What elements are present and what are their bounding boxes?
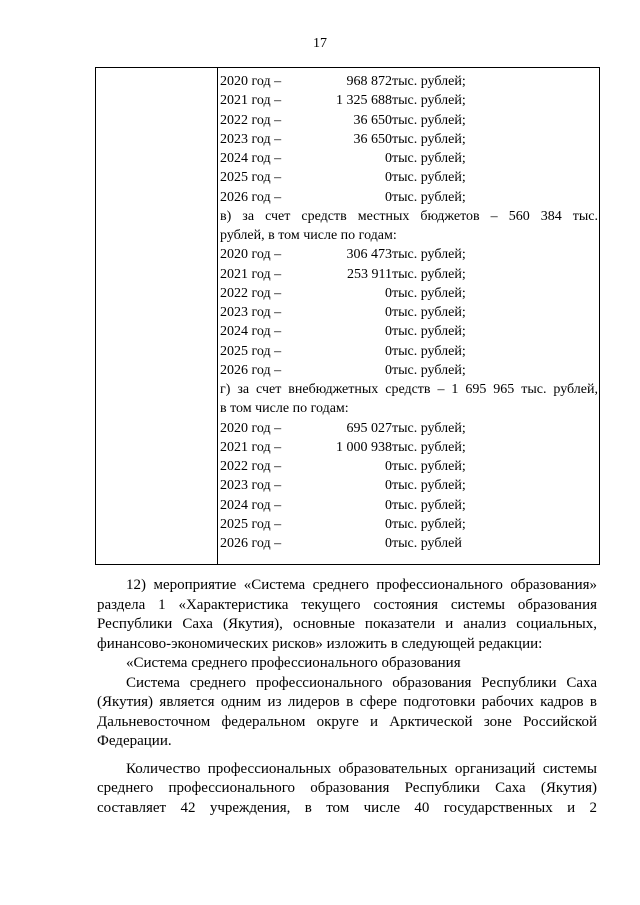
funding-year-row (220, 419, 598, 438)
paragraph-line: раздела 1 «Характеристика текущего состояния системы образования (97, 596, 597, 613)
funding-year: 2022 год – (220, 285, 282, 301)
funding-year: 2025 год – (220, 343, 282, 359)
funding-year: 2024 год – (220, 497, 282, 513)
funding-amount: 1 325 688 (336, 93, 392, 109)
funding-year: 2023 год – (220, 131, 282, 147)
paragraph-line: Дальневосточном федеральном округе и Арктической зоне Российской (97, 713, 597, 730)
funding-amount: 968 872 (346, 74, 392, 89)
funding-amount: 0 (385, 362, 392, 378)
funding-unit: тыс. рублей; (392, 247, 466, 263)
funding-year-row (220, 168, 598, 187)
funding-amount: 0 (385, 343, 392, 359)
paragraph-line: 12) мероприятие «Система среднего профессионального образования» (126, 577, 597, 593)
funding-year-row (220, 476, 598, 495)
funding-amount: 0 (385, 497, 392, 513)
paragraph-item-12 (97, 576, 597, 654)
funding-year-row (220, 496, 598, 515)
paragraph-line: Количество профессиональных образовательных организаций системы (126, 760, 597, 777)
funding-unit: тыс. рублей; (392, 343, 466, 359)
funding-year: 2020 год – (220, 420, 282, 436)
funding-amount: 0 (385, 324, 392, 340)
funding-year: 2026 год – (220, 362, 282, 378)
funding-year: 2025 год – (220, 170, 282, 186)
section-heading-line: «Система среднего профессионального образования (126, 655, 461, 671)
funding-amount: 36 650 (353, 112, 392, 128)
funding-year-row (220, 515, 598, 534)
funding-year-row (220, 322, 598, 341)
funding-unit: тыс. рублей; (392, 189, 466, 205)
paragraph-line: Федерации. (97, 733, 172, 749)
funding-source-heading: рублей, в том числе по годам: (220, 228, 397, 243)
funding-year-row (220, 457, 598, 476)
funding-unit: тыс. рублей; (392, 305, 466, 320)
funding-unit: тыс. рублей; (392, 131, 466, 147)
paragraph-line: финансово-экономических рисков» изложить в следующей редакции: (97, 635, 543, 652)
funding-amount: 0 (385, 305, 392, 320)
funding-amount: 695 027 (346, 420, 392, 436)
funding-unit: тыс. рублей (392, 536, 462, 551)
funding-year: 2024 год – (220, 151, 282, 166)
funding-unit: тыс. рублей; (392, 497, 466, 513)
funding-year: 2026 год – (220, 189, 282, 205)
funding-unit: тыс. рублей; (392, 516, 466, 532)
funding-table (95, 67, 600, 565)
funding-year-row (220, 265, 598, 284)
funding-year: 2024 год – (220, 324, 282, 340)
funding-year-row (220, 534, 598, 553)
funding-year-row (220, 245, 598, 264)
funding-unit: тыс. рублей; (392, 266, 466, 282)
funding-year: 2022 год – (220, 459, 282, 474)
paragraph-line: (Якутия) является одним из лидеров в сфере подготовки рабочих кадров в (97, 694, 597, 710)
funding-source-heading: г) за счет внебюджетных средств – 1 695 965 тыс. рублей, (220, 382, 598, 397)
funding-unit: тыс. рублей; (392, 74, 466, 89)
paragraph-line: составляет 42 учреждения, в том числе 40 государственных и 2 (97, 799, 597, 816)
funding-amount: 0 (385, 516, 392, 532)
funding-year: 2020 год – (220, 74, 282, 89)
funding-year-row (220, 149, 598, 168)
funding-amount: 0 (385, 151, 392, 166)
funding-amount: 253 911 (347, 266, 392, 282)
funding-unit: тыс. рублей; (392, 170, 466, 186)
paragraph-organizations-count (97, 760, 597, 819)
funding-unit: тыс. рублей; (392, 362, 466, 378)
funding-year-row (220, 342, 598, 361)
funding-unit: тыс. рублей; (392, 478, 466, 494)
funding-year-row (220, 72, 598, 91)
funding-year-row (220, 284, 598, 303)
body-text (97, 576, 597, 818)
funding-unit: тыс. рублей; (392, 439, 466, 455)
funding-year: 2025 год – (220, 516, 282, 532)
funding-year-row (220, 438, 598, 457)
funding-amount: 1 000 938 (336, 439, 392, 455)
funding-unit: тыс. рублей; (392, 112, 466, 128)
funding-year-row (220, 361, 598, 380)
funding-unit: тыс. рублей; (392, 420, 466, 436)
paragraph-line: среднего профессионального образования Республики Саха (Якутия) (97, 780, 597, 796)
paragraph-line: Система среднего профессионального образования Республики Саха (126, 674, 597, 691)
paragraph-spo-description (97, 674, 597, 752)
funding-unit: тыс. рублей; (392, 324, 466, 340)
funding-source-heading: в том числе по годам: (220, 401, 349, 417)
funding-amount: 0 (385, 478, 392, 494)
funding-year: 2022 год – (220, 112, 282, 128)
page-number: 17 (313, 36, 327, 51)
funding-year-row (220, 91, 598, 110)
funding-year: 2023 год – (220, 305, 282, 320)
funding-amount: 0 (385, 170, 392, 186)
funding-amount: 0 (385, 536, 392, 551)
funding-amount: 0 (385, 189, 392, 205)
funding-amount: 36 650 (353, 131, 392, 147)
funding-year-row (220, 188, 598, 207)
funding-amount: 0 (385, 459, 392, 474)
funding-amount: 306 473 (346, 247, 392, 263)
funding-amount: 0 (385, 285, 392, 301)
funding-year: 2021 год – (220, 93, 282, 109)
funding-unit: тыс. рублей; (392, 459, 466, 474)
funding-unit: тыс. рублей; (392, 285, 466, 301)
funding-year: 2021 год – (220, 439, 282, 455)
paragraph-line: Республики Саха (Якутия), основные показатели и анализ социальных, (97, 616, 597, 632)
funding-year: 2023 год – (220, 478, 282, 494)
funding-year-row (220, 111, 598, 130)
funding-year-row (220, 303, 598, 322)
funding-cell (220, 72, 598, 553)
funding-year: 2020 год – (220, 247, 282, 263)
funding-unit: тыс. рублей; (392, 151, 466, 166)
funding-source-heading: в) за счет средств местных бюджетов – 560 384 тыс. (220, 208, 598, 224)
funding-year: 2026 год – (220, 536, 282, 551)
funding-unit: тыс. рублей; (392, 93, 466, 109)
funding-year-row (220, 130, 598, 149)
funding-year: 2021 год – (220, 266, 282, 282)
table-column-divider (217, 68, 218, 564)
